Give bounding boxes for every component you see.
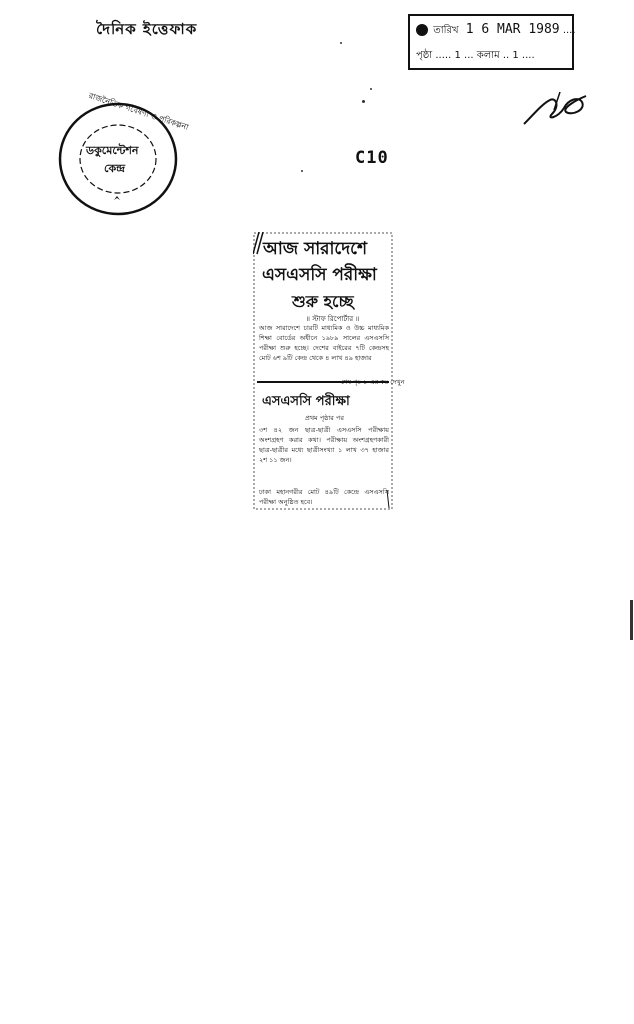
continuation-headline: এসএসসি পরীক্ষা xyxy=(262,394,350,409)
continued-note: শেষ পৃঃ ১-এর কঃ দেখুন xyxy=(341,378,405,386)
documentation-centre-seal xyxy=(56,91,190,218)
scan-speck xyxy=(340,42,342,44)
scan-speck xyxy=(370,88,372,90)
column-value: 1 xyxy=(512,50,519,61)
page-value: 1 xyxy=(454,50,461,61)
seal-line-2: কেন্দ্র xyxy=(104,162,126,175)
scan-edge xyxy=(630,600,633,640)
page-label: পৃষ্ঠা xyxy=(416,50,433,61)
article-body-1: আজ সারাদেশে চারটি মাধ্যমিক ও উচ্চ মাধ্যমিক শিক্ষা বোর্ডের অধীনে ১৯৮৯ সালের এসএসসি পরীক্ষা শুরু হচ্ছে। দেশের বাইরের ৭টি কেন্দ্রসহ মোট ৬শ ৯টি কেন্দ্র থেকে ৪ লাখ ৪৯ হাজার xyxy=(259,324,389,362)
seal-ring-text: রাজনৈতিক গবেষণা ও পরিকল্পনা xyxy=(87,91,190,132)
filing-stamp-box xyxy=(408,14,574,70)
file-code: C10 xyxy=(355,148,389,168)
continuation-lead: প্রথম পৃষ্ঠার পর xyxy=(305,414,344,422)
newspaper-masthead: দৈনিক ইত্তেফাক xyxy=(96,20,198,38)
column-label: কলাম xyxy=(476,50,500,61)
headline-line-3: শুরু হচ্ছে xyxy=(292,292,354,311)
page-column-row: পৃষ্ঠা ..... 1 ... কলাম .. 1 .... xyxy=(416,50,535,61)
date-stamp: 1 6 MAR 1989 xyxy=(465,22,560,37)
article-body-3: ঢাকা মহানগরীর মোট ৪৯টি কেন্দ্রে এসএসসি পরীক্ষা অনুষ্ঠিত হবে। xyxy=(259,488,389,506)
handwritten-signature xyxy=(520,86,590,136)
article-body-2: ৩শ ৪২ জন ছাত্র-ছাত্রী এসএসসি পরীক্ষায় অংশগ্রহণ করার কথা। পরীক্ষায় অংশগ্রহণকারী ছাত্র-ছাত্রীর মধ্যে ছাত্রীসংখ্যা ১ লাখ ৩৭ হাজার ২শ ১১ জন। xyxy=(259,426,389,464)
date-label: তারিখ xyxy=(433,25,459,36)
scan-speck xyxy=(301,170,303,172)
seal-line-1: ডকুমেন্টেশন xyxy=(86,144,139,157)
byline: ॥ স্টাফ রিপোর্টার ॥ xyxy=(306,315,360,323)
ink-blot xyxy=(416,24,428,36)
scan-speck xyxy=(362,100,365,103)
date-row: তারিখ 1 6 MAR 1989 .... xyxy=(416,22,576,40)
headline-line-1: আজ সারাদেশে xyxy=(263,239,368,259)
headline-line-2: এসএসসি পরীক্ষা xyxy=(262,265,377,285)
